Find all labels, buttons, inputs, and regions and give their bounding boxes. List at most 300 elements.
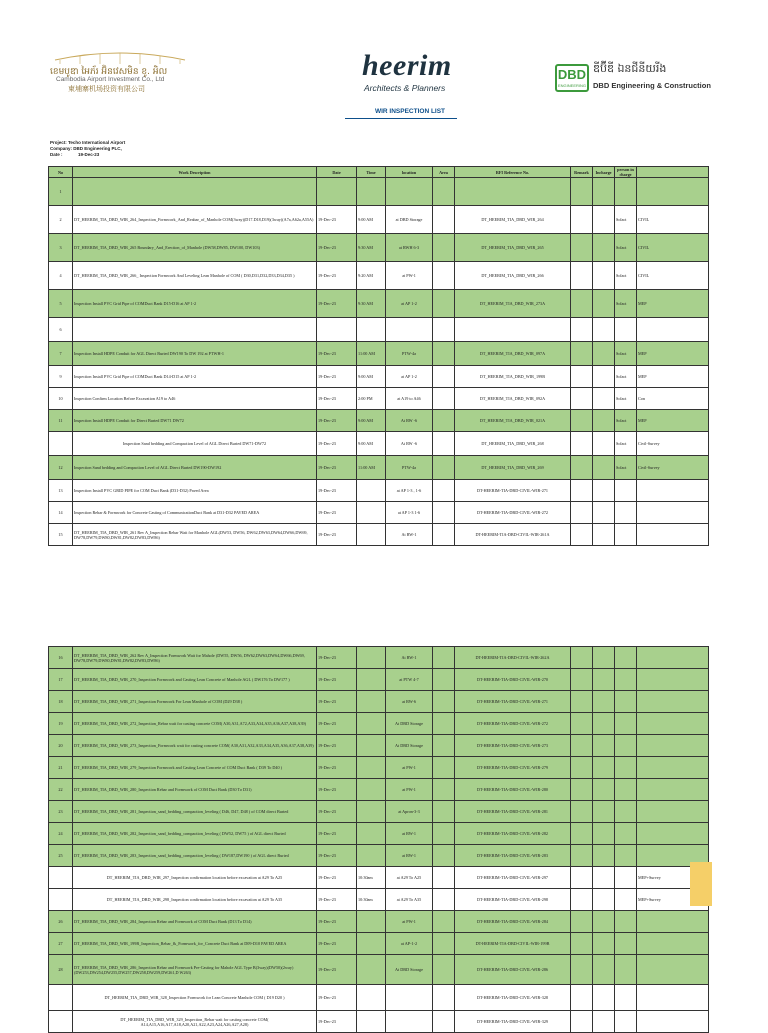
- area: [433, 823, 455, 845]
- person-in-charge: [615, 647, 637, 669]
- remark: [571, 845, 593, 867]
- rfi-reference: DT_HEERIM_TIA_DBD_WIR_269: [455, 456, 571, 480]
- inspection-time: 11:00 AM: [357, 342, 386, 366]
- location: at PTW 4-7: [386, 669, 433, 691]
- rfi-reference: DT_HEERIM_TIA_DBD_WIR_021A: [455, 410, 571, 432]
- remark: [571, 342, 593, 366]
- inspection-date: 19-Dec-23: [317, 206, 357, 234]
- table-row: [49, 985, 709, 1011]
- inspection-date: 19-Dec-23: [317, 669, 357, 691]
- person-in-charge: Solact: [615, 410, 637, 432]
- incharge: [593, 669, 615, 691]
- remark: [571, 867, 593, 889]
- area: [433, 480, 455, 502]
- location: at Apron-3-3: [386, 801, 433, 823]
- inspection-time: 9:30 AM: [357, 290, 386, 318]
- inspection-date: 19-Dec-23: [317, 234, 357, 262]
- discipline: [637, 524, 709, 546]
- table-row: [49, 779, 709, 801]
- row-number: 5: [49, 290, 73, 318]
- area: [433, 955, 455, 985]
- dbd-english-name: DBD Engineering & Construction: [593, 81, 711, 90]
- area: [433, 456, 455, 480]
- work-description: DT_HEERIM_TIA_DBD_WIR_328_Inspection Formwork for Lean Concrete Manhole COM ( D19 D20 ): [73, 985, 317, 1011]
- remark: [571, 388, 593, 410]
- inspection-date: 19-Dec-23: [317, 911, 357, 933]
- table-row: [49, 388, 709, 410]
- incharge: [593, 823, 615, 845]
- area: [433, 388, 455, 410]
- location: [386, 985, 433, 1011]
- incharge: [593, 801, 615, 823]
- work-description: DT_HEERIM_TIA_DBD_WIR_261 Rev A_Inspection Rebar Wait for Manhole AGL(DW53, DW56, DW62,DW63,DW64,DW66,DW69, DW78,DW79,DW80,DW81,DW82,DW83,DW86): [73, 524, 317, 546]
- location: [386, 178, 433, 206]
- heerim-wordmark: heerim: [362, 49, 452, 82]
- airport-roof-icon: [50, 48, 190, 66]
- remark: [571, 801, 593, 823]
- inspection-date: 19-Dec-23: [317, 524, 357, 546]
- remark: [571, 502, 593, 524]
- person-in-charge: Solact: [615, 342, 637, 366]
- remark: [571, 234, 593, 262]
- incharge: [593, 1011, 615, 1033]
- column-header: No: [49, 167, 73, 178]
- row-number: 11: [49, 410, 73, 432]
- work-description: Inspection Install PVC GRID PIPE for COM Duct Bank (D31-D32) Paved Area: [73, 480, 317, 502]
- work-description: DT_HEERIM_TIA_DBD_WIR_284_Inspection Rebar and Formwork of COM Duct Bank (D13 To D14): [73, 911, 317, 933]
- work-description: [73, 178, 317, 206]
- column-header: location: [386, 167, 433, 178]
- incharge: [593, 262, 615, 290]
- row-number: [49, 985, 73, 1011]
- location: PTW-4a: [386, 342, 433, 366]
- person-in-charge: [615, 480, 637, 502]
- area: [433, 933, 455, 955]
- remark: [571, 735, 593, 757]
- person-in-charge: [615, 1011, 637, 1033]
- incharge: [593, 318, 615, 342]
- table-row: [49, 178, 709, 206]
- row-number: 21: [49, 757, 73, 779]
- work-description: Inspection Confirm Location Before Excavation A19 to A46: [73, 388, 317, 410]
- inspection-date: 19-Dec-23: [317, 262, 357, 290]
- area: [433, 867, 455, 889]
- location: At DBD Storage: [386, 955, 433, 985]
- row-number: 20: [49, 735, 73, 757]
- work-description: Inspection Install PVC Grid Pipe of COMDuct Bank D14-D15 at AP 1-2: [73, 366, 317, 388]
- incharge: [593, 524, 615, 546]
- rfi-reference: DT-HEERIM-TIA-DBD-CIVIL-WIR-271: [455, 480, 571, 502]
- area: [433, 502, 455, 524]
- discipline: CIVIL: [637, 234, 709, 262]
- person-in-charge: Solact: [615, 234, 637, 262]
- inspection-date: 19-Dec-23: [317, 779, 357, 801]
- inspection-date: 19-Dec-23: [317, 889, 357, 911]
- table-row: [49, 713, 709, 735]
- inspection-time: [357, 933, 386, 955]
- person-in-charge: Solact: [615, 388, 637, 410]
- row-number: 14: [49, 502, 73, 524]
- row-number: 3: [49, 234, 73, 262]
- incharge: [593, 955, 615, 985]
- inspection-time: [357, 502, 386, 524]
- cambodia-airport-investment-logo: [50, 48, 190, 100]
- table-row: [49, 867, 709, 889]
- incharge: [593, 290, 615, 318]
- location: At RW -6: [386, 410, 433, 432]
- discipline: [637, 757, 709, 779]
- inspection-time: [357, 779, 386, 801]
- incharge: [593, 735, 615, 757]
- inspection-time: 10:30am: [357, 867, 386, 889]
- discipline: [637, 669, 709, 691]
- location: [386, 1011, 433, 1033]
- rfi-reference: DT-HEERIM-TIA-DBD-CIVIL-WIR-281: [455, 801, 571, 823]
- discipline: [637, 933, 709, 955]
- area: [433, 206, 455, 234]
- inspection-date: 19-Dec-23: [317, 342, 357, 366]
- row-number: 28: [49, 955, 73, 985]
- discipline: Con: [637, 388, 709, 410]
- rfi-reference: DT-HEERIM-TIA-DBD-CIVIL-WIR-286: [455, 955, 571, 985]
- person-in-charge: [615, 801, 637, 823]
- work-description: DT_HEERIM_TIA_DBD_WIR_264_Inspection_Formwork_And_Reabar_of_Manhole COM(3way)(D17.D18,D19)(3way)(A7a,A62a,A55A): [73, 206, 317, 234]
- area: [433, 410, 455, 432]
- inspection-time: [357, 911, 386, 933]
- discipline: [637, 779, 709, 801]
- person-in-charge: [615, 318, 637, 342]
- discipline: CIVIL: [637, 206, 709, 234]
- area: [433, 691, 455, 713]
- row-number: 26: [49, 911, 73, 933]
- incharge: [593, 713, 615, 735]
- table-row: [49, 410, 709, 432]
- work-description: DT_HEERIM_TIA_DBD_WIR_270_Inspection Formwork and Casting Lean Concrete of Manhole AGL ( DW176 To DW177 ): [73, 669, 317, 691]
- row-number: 23: [49, 801, 73, 823]
- table-header-row: [49, 167, 709, 178]
- table-row: [49, 669, 709, 691]
- discipline: Civil-Survey: [637, 432, 709, 456]
- inspection-time: 9:00 AM: [357, 206, 386, 234]
- inspection-time: 9:00 AM: [357, 432, 386, 456]
- table-row: [49, 290, 709, 318]
- inspection-time: [357, 647, 386, 669]
- row-number: 2: [49, 206, 73, 234]
- discipline: [637, 911, 709, 933]
- row-number: 19: [49, 713, 73, 735]
- discipline: Civil-Survey: [637, 456, 709, 480]
- table-row: [49, 318, 709, 342]
- discipline: [637, 318, 709, 342]
- person-in-charge: [615, 955, 637, 985]
- area: [433, 262, 455, 290]
- location: at PW-1: [386, 262, 433, 290]
- title-underline: [345, 118, 457, 119]
- inspection-time: [357, 757, 386, 779]
- remark: [571, 524, 593, 546]
- remark: [571, 823, 593, 845]
- inspection-time: [357, 318, 386, 342]
- work-description: Inspection Install HDPE Conduit for Direct Buried DW71 DW72: [73, 410, 317, 432]
- location: [386, 318, 433, 342]
- remark: [571, 262, 593, 290]
- work-description: Inspection Install HDPE Conduit for AGL Direct Buried DW190 To DW 192 at PTWH-1: [73, 342, 317, 366]
- inspection-time: [357, 735, 386, 757]
- inspection-time: [357, 669, 386, 691]
- column-header: Date: [317, 167, 357, 178]
- remark: [571, 779, 593, 801]
- location: At RW-1: [386, 647, 433, 669]
- row-number: 22: [49, 779, 73, 801]
- area: [433, 524, 455, 546]
- rfi-reference: DT_HEERIM_TIA_DBD_WIR_268: [455, 432, 571, 456]
- area: [433, 647, 455, 669]
- inspection-date: 19-Dec-23: [317, 985, 357, 1011]
- location: at PW-1: [386, 911, 433, 933]
- company-line: Company: DBD Engineering PLC,: [50, 146, 122, 151]
- heerim-logo: [360, 49, 470, 100]
- remark: [571, 318, 593, 342]
- table-row: [49, 524, 709, 546]
- rfi-reference: DT-HEERIM-TIA-DBD-CIVIL-WIR-270: [455, 669, 571, 691]
- remark: [571, 410, 593, 432]
- logo-left-english: Cambodia Airport Investment Co., Ltd: [56, 76, 165, 83]
- column-header: Area: [433, 167, 455, 178]
- person-in-charge: [615, 985, 637, 1011]
- location: at DBD Storage: [386, 206, 433, 234]
- row-number: 24: [49, 823, 73, 845]
- discipline: [637, 985, 709, 1011]
- location: at AP-1-2: [386, 933, 433, 955]
- row-number: 6: [49, 318, 73, 342]
- inspection-date: 19-Dec-23: [317, 845, 357, 867]
- area: [433, 779, 455, 801]
- person-in-charge: Solact: [615, 290, 637, 318]
- table-row: [49, 911, 709, 933]
- remark: [571, 432, 593, 456]
- rfi-reference: DT_HEERIM_TIA_DBD_WIR_097A: [455, 342, 571, 366]
- remark: [571, 757, 593, 779]
- area: [433, 911, 455, 933]
- area: [433, 178, 455, 206]
- inspection-date: 19-Dec-23: [317, 502, 357, 524]
- inspection-time: [357, 955, 386, 985]
- rfi-reference: DT_HEERIM_TIA_DBD_WIR_273A: [455, 290, 571, 318]
- inspection-date: 19-Dec-23: [317, 388, 357, 410]
- row-number: 10: [49, 388, 73, 410]
- inspection-table-lower: [48, 646, 709, 1033]
- discipline: [637, 502, 709, 524]
- discipline: [637, 480, 709, 502]
- table-row: [49, 234, 709, 262]
- incharge: [593, 366, 615, 388]
- rfi-reference: DT_HEERIM_TIA_DBD_WIR_265: [455, 234, 571, 262]
- table-row: [49, 823, 709, 845]
- rfi-reference: [455, 178, 571, 206]
- discipline: MEP: [637, 366, 709, 388]
- inspection-date: [317, 318, 357, 342]
- logo-left-khmer: ខេមបូឌា អៃភ័រ អ៊ិនវេសមិន ខូ. អិល: [50, 67, 168, 77]
- location: at AP 1-2: [386, 290, 433, 318]
- rfi-reference: DT-HEERIM-TIA-DBD-CIVIL-WIR-279: [455, 757, 571, 779]
- location: at A29 To A35: [386, 889, 433, 911]
- location: at A29 To A25: [386, 867, 433, 889]
- rfi-reference: DT-HEERIM-TIA-DBD-CIVIL-WIR-199B: [455, 933, 571, 955]
- row-number: 12: [49, 456, 73, 480]
- area: [433, 669, 455, 691]
- row-number: [49, 1011, 73, 1033]
- row-number: 18: [49, 691, 73, 713]
- table-row: [49, 502, 709, 524]
- remark: [571, 290, 593, 318]
- remark: [571, 691, 593, 713]
- work-description: DT_HEERIM_TIA_DBD_WIR_280_Inspection Rebar and Formwork of COM Duct Bank (D30 To D31): [73, 779, 317, 801]
- location: PTW-4a: [386, 456, 433, 480]
- area: [433, 801, 455, 823]
- person-in-charge: [615, 691, 637, 713]
- discipline: [637, 178, 709, 206]
- inspection-time: 11:00 AM: [357, 456, 386, 480]
- work-description: DT_HEERIM_TIA_DBD_WIR_273_Inspection_Formwork wait for casting concrete COM( A30,A31,A32,A33,A34,A35,A36,A37,A38,A39): [73, 735, 317, 757]
- rfi-reference: DT-HEERIM-TIA-DBD-CIVIL-WIR-283: [455, 845, 571, 867]
- inspection-date: 19-Dec-23: [317, 757, 357, 779]
- row-number: [49, 867, 73, 889]
- inspection-time: [357, 1011, 386, 1033]
- location: at PW-1: [386, 757, 433, 779]
- row-number: 4: [49, 262, 73, 290]
- work-description: DT_HEERIM_TIA_DBD_WIR_266_ Inspection Formwork And Leveling Lean Manhole of COM ( D30,D31,D32,D33,D34,D35 ): [73, 262, 317, 290]
- column-header: Remark: [571, 167, 593, 178]
- person-in-charge: [615, 713, 637, 735]
- incharge: [593, 867, 615, 889]
- dbd-mark: DBD ENGINEERING: [555, 64, 589, 92]
- discipline: [637, 647, 709, 669]
- discipline: [637, 955, 709, 985]
- work-description: DT_HEERIM_TIA_DBD_WIR_286_Inspection Rebar and Formwork Pre-Casting for Mahole AGL Type B(3way)(DW50)(2way)(DW253,DW254,DW255,DW257,DW258,DW259,DW261,D W263): [73, 955, 317, 985]
- area: [433, 432, 455, 456]
- inspection-time: [357, 480, 386, 502]
- inspection-time: [357, 801, 386, 823]
- discipline: [637, 823, 709, 845]
- incharge: [593, 410, 615, 432]
- location: At DBD Storage: [386, 735, 433, 757]
- inspection-date: 19-Dec-23: [317, 480, 357, 502]
- remark: [571, 206, 593, 234]
- table-row: [49, 801, 709, 823]
- row-number: 13: [49, 480, 73, 502]
- work-description: DT_HEERIM_TIA_DBD_WIR_199B_Inspection_Rebar_&_Formwork_for_Concrete Duct Bank at D09-D10 PAVED AREA: [73, 933, 317, 955]
- work-description: DT_HEERIM_TIA_DBD_WIR_298_Inspection confirmation location before excavation at A29 To A35: [73, 889, 317, 911]
- table-row: [49, 262, 709, 290]
- incharge: [593, 502, 615, 524]
- inspection-date: 19-Dec-23: [317, 955, 357, 985]
- rfi-reference: DT-HEERIM-TIA-DBD-CIVIL-WIR-273: [455, 735, 571, 757]
- inspection-date: 19-Dec-23: [317, 735, 357, 757]
- discipline: [637, 713, 709, 735]
- discipline: [637, 801, 709, 823]
- location: at AP 1-2: [386, 366, 433, 388]
- discipline: [637, 735, 709, 757]
- person-in-charge: [615, 823, 637, 845]
- location: at AP 1-3 , 1-6: [386, 480, 433, 502]
- work-description: DT_HEERIM_TIA_DBD_WIR_265 Boundary_And_Erection_of_Manhole (DW58,DW85, DW100, DW103): [73, 234, 317, 262]
- discipline: MEP+Survey: [637, 867, 709, 889]
- discipline: MEP: [637, 342, 709, 366]
- inspection-time: 9:30 AM: [357, 234, 386, 262]
- dbd-khmer-name: ឌីប៊ីឌី ឯ​ន​ជី​នី​យ​រីង: [593, 62, 667, 75]
- person-in-charge: Solact: [615, 262, 637, 290]
- rfi-reference: DT_HEERIM_TIA_DBD_WIR_264: [455, 206, 571, 234]
- area: [433, 1011, 455, 1033]
- date-label: Date :: [50, 152, 63, 157]
- inspection-date: 19-Dec-23: [317, 290, 357, 318]
- table-row: [49, 691, 709, 713]
- incharge: [593, 432, 615, 456]
- rfi-reference: DT-HEERIM-TIA-DBD-CIVIL-WIR-284: [455, 911, 571, 933]
- location: at RWH 6-3: [386, 234, 433, 262]
- incharge: [593, 647, 615, 669]
- rfi-reference: DT-HEERIM-TIA-DBD-CIVIL-WIR-282: [455, 823, 571, 845]
- work-description: Inspection Rebar & Formwork for Concrete Casting of CommunicationDuct Bank at D31-D32 PAVED AREA: [73, 502, 317, 524]
- row-number: 1: [49, 178, 73, 206]
- column-header: [637, 167, 709, 178]
- table-row: [49, 647, 709, 669]
- person-in-charge: Solact: [615, 456, 637, 480]
- work-description: Inspection Install PVC Grid Pipe of COMDuct Bank D15-D16 at AP 1-2: [73, 290, 317, 318]
- table-row: [49, 456, 709, 480]
- rfi-reference: DT_HEERIM_TIA_DBD_WIR_266: [455, 262, 571, 290]
- dbd-logo: [555, 64, 725, 96]
- inspection-date: 19-Dec-23: [317, 823, 357, 845]
- row-number: 15: [49, 524, 73, 546]
- rfi-reference: DT-HEERIM-TIA-DBD-CIVIL-WIR-261A: [455, 524, 571, 546]
- remark: [571, 911, 593, 933]
- incharge: [593, 234, 615, 262]
- inspection-date: 19-Dec-23: [317, 691, 357, 713]
- incharge: [593, 845, 615, 867]
- area: [433, 318, 455, 342]
- rfi-reference: DT-HEERIM-TIA-DBD-CIVIL-WIR-272: [455, 713, 571, 735]
- work-description: [73, 318, 317, 342]
- area: [433, 889, 455, 911]
- work-description: Inspection Sand bedding and Compaction Level of AGL Direct Buried DW71-DW72: [73, 432, 317, 456]
- person-in-charge: [615, 779, 637, 801]
- incharge: [593, 911, 615, 933]
- work-description: DT_HEERIM_TIA_DBD_WIR_271_Inspection Formwork For Lean Manhole of COM (D29 D38 ): [73, 691, 317, 713]
- table-row: [49, 432, 709, 456]
- rfi-reference: DT-HEERIM-TIA-DBD-CIVIL-WIR-328: [455, 985, 571, 1011]
- location: At RW -6: [386, 432, 433, 456]
- row-number: 16: [49, 647, 73, 669]
- row-number: 7: [49, 342, 73, 366]
- rfi-reference: DT-HEERIM-TIA-DBD-CIVIL-WIR-297: [455, 867, 571, 889]
- work-description: DT_HEERIM_TIA_DBD_WIR_279_Inspection Formwork and Casting Lean Concrete of COM Duct Bank ( D39 To D40 ): [73, 757, 317, 779]
- inspection-date: 19-Dec-23: [317, 1011, 357, 1033]
- inspection-time: 9:20 AM: [357, 262, 386, 290]
- rfi-reference: DT-HEERIM-TIA-DBD-CIVIL-WIR-329: [455, 1011, 571, 1033]
- table-row: [49, 342, 709, 366]
- column-header: Incharge: [593, 167, 615, 178]
- person-in-charge: Solact: [615, 206, 637, 234]
- work-description: DT_HEERIM_TIA_DBD_WIR_297_Inspection confirmation location before excavation at A29 To A25: [73, 867, 317, 889]
- remark: [571, 985, 593, 1011]
- location: at AP 1-3 1-6: [386, 502, 433, 524]
- row-number: 17: [49, 669, 73, 691]
- work-description: DT_HEERIM_TIA_DBD_WIR_283_Inspection_sand_bedding_compaction_leveling ( DW187,DW190 ) of AGL direct Buried: [73, 845, 317, 867]
- area: [433, 713, 455, 735]
- discipline: MEP: [637, 410, 709, 432]
- person-in-charge: [615, 178, 637, 206]
